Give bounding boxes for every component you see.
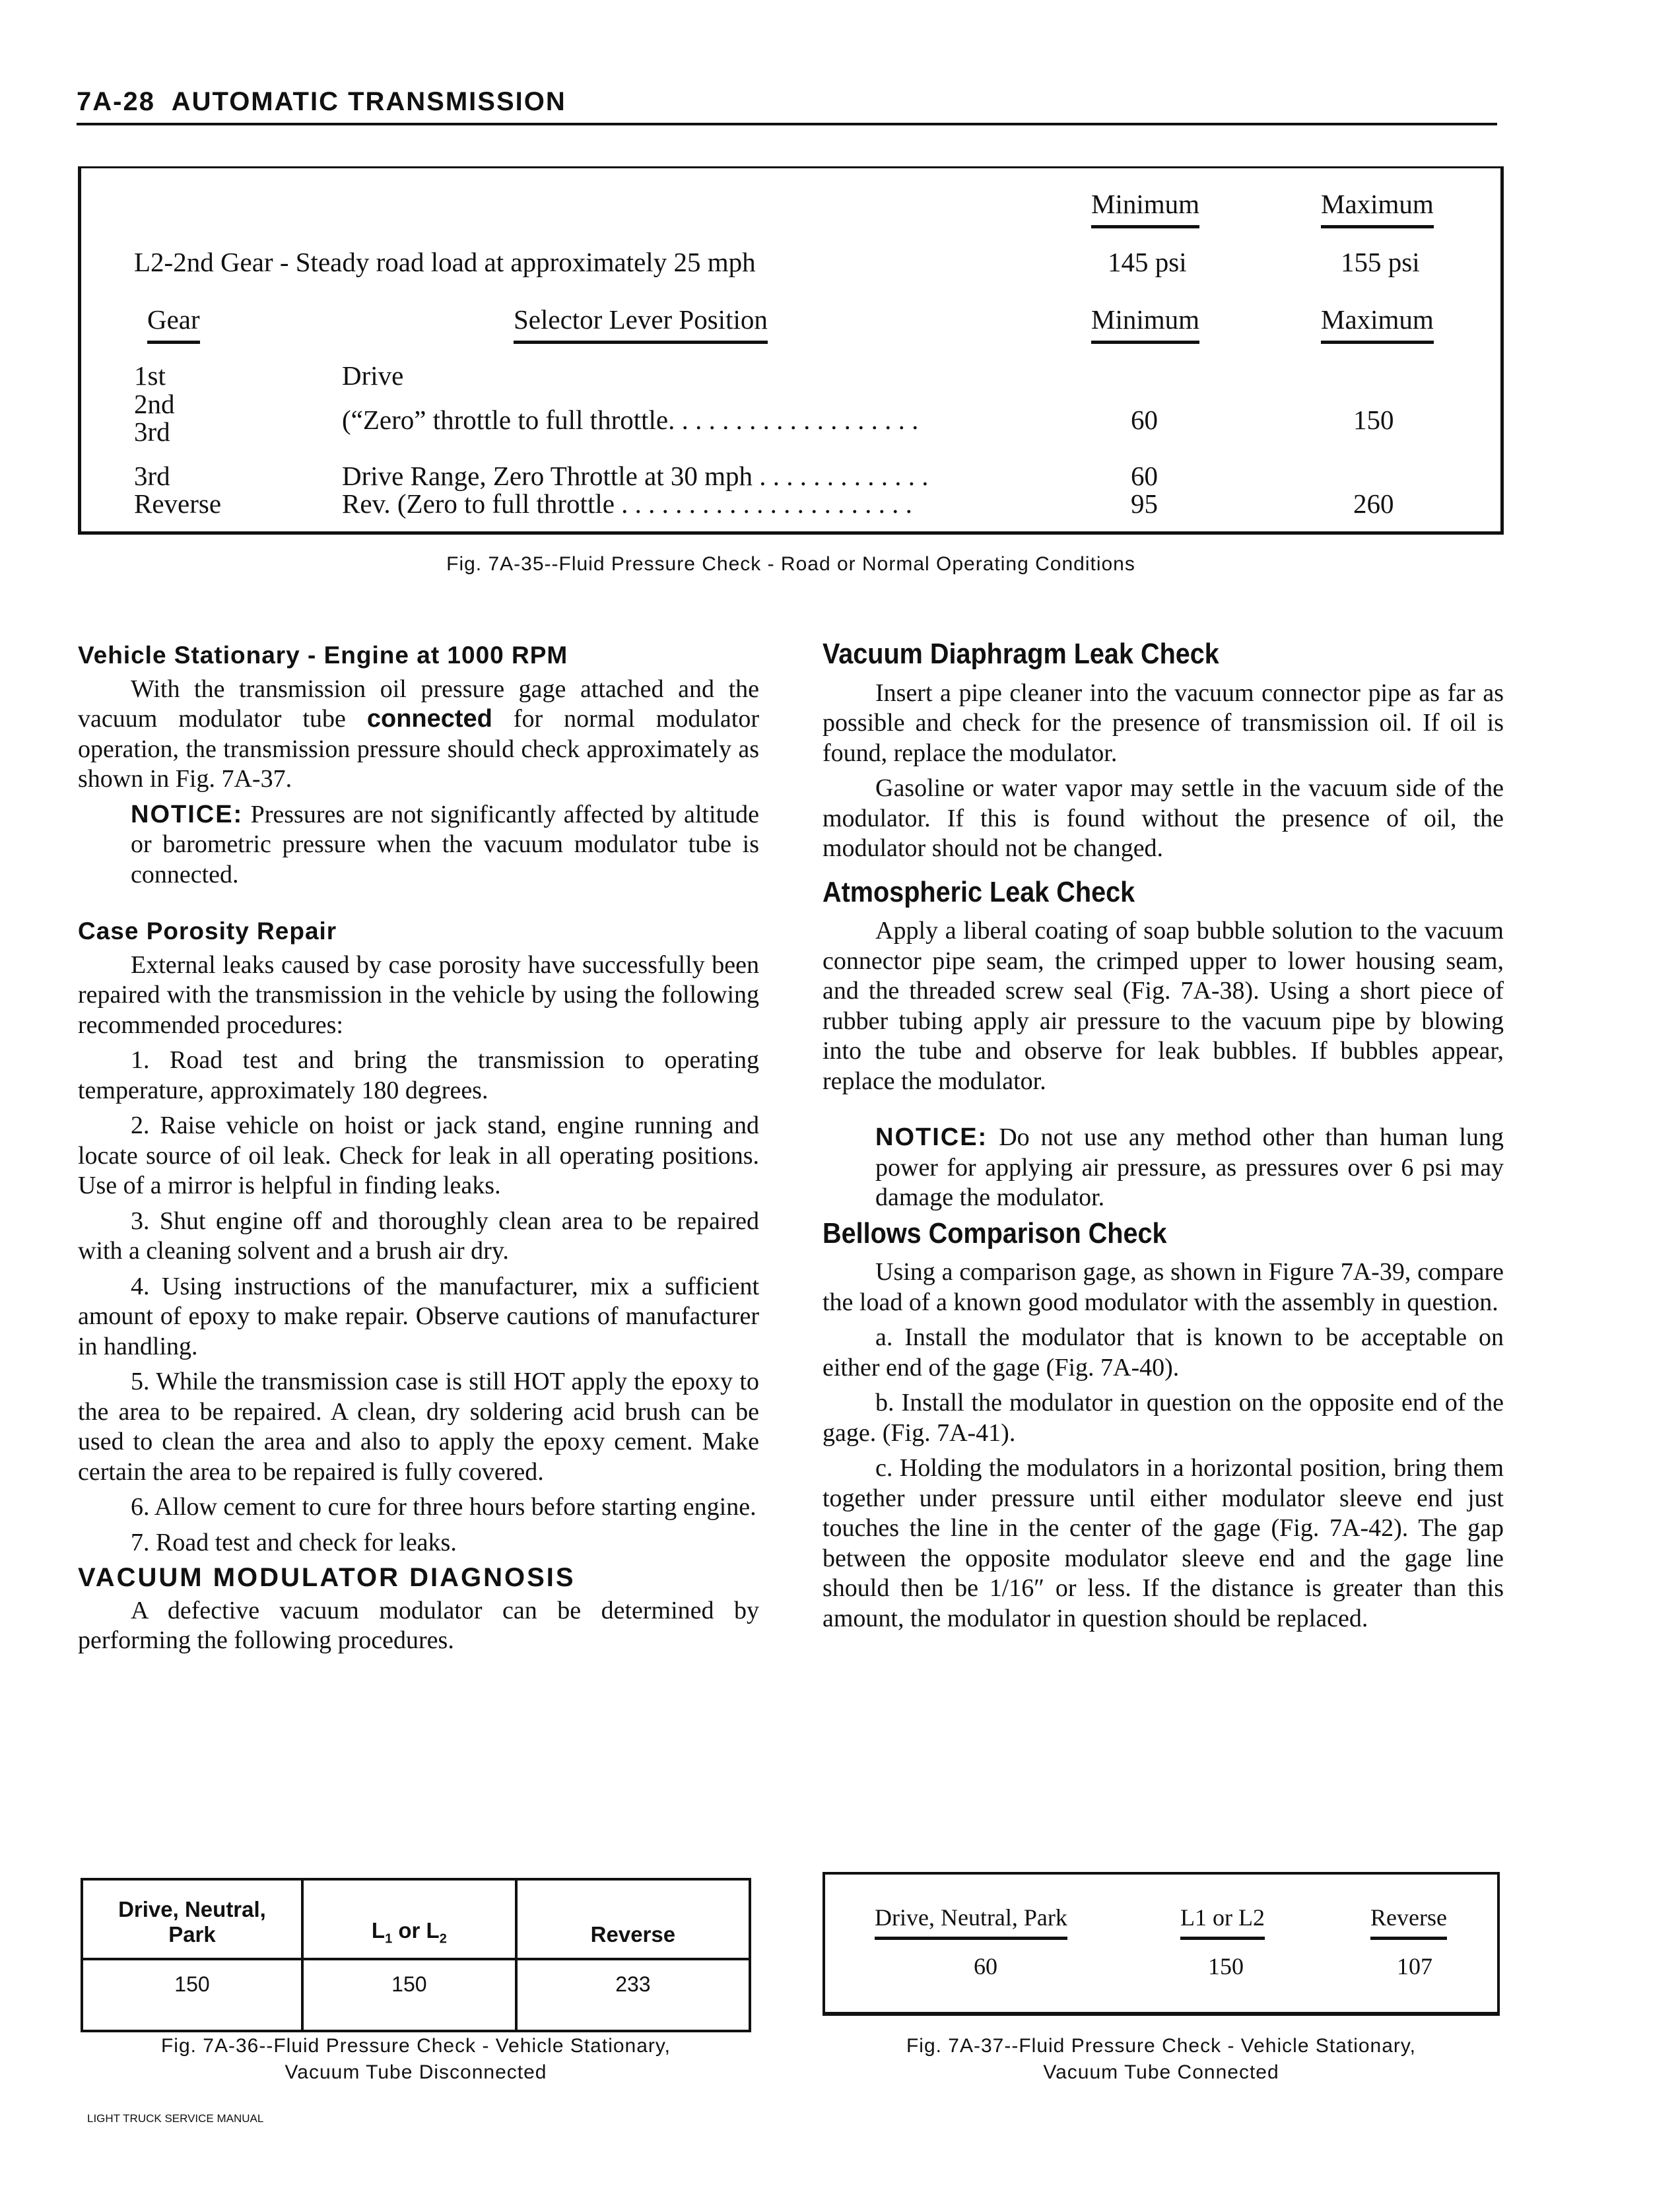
fig-7a-36-caption [78, 2033, 754, 2086]
heading-modulator-diagnosis: VACUUM MODULATOR DIAGNOSIS [78, 1563, 576, 1592]
step-item: 2. Raise vehicle on hoist or jack stand, engine running and locate source of oil leak. Check for leak in all operating positions. Use of a mirror is helpful in finding leaks. [78, 1112, 759, 1199]
header-l1-l2 [302, 1879, 516, 1959]
header-selector: Selector Lever Position [514, 304, 768, 344]
paragraph: Gasoline or water vapor may settle in the vacuum side of the modulator. If this is found without the presence of oil, the modulator should not be changed. [823, 774, 1504, 862]
text: L [371, 1918, 386, 1943]
page-header [77, 87, 566, 117]
position-cell: Rev. (Zero to full throttle . . . . . . . . . . . . . . . . . . . . . . [342, 488, 912, 519]
step-item: 4. Using instructions of the manufacturer, mix a sufficient amount of epoxy to make repair. Observe cautions of manufacturer in handling. [78, 1272, 759, 1360]
heading-case-porosity: Case Porosity Repair [78, 917, 337, 945]
emphasis: connected [366, 705, 492, 733]
gear-cell: Reverse [134, 488, 222, 519]
footer-manual-title: LIGHT TRUCK SERVICE MANUAL [87, 2112, 264, 2125]
right-column [823, 639, 1504, 1639]
notice [78, 800, 759, 890]
position-cell: Drive [342, 360, 404, 391]
paragraph: External leaks caused by case porosity have successfully been repaired with the transmission in the vehicle by using the following recommended procedures: [78, 950, 759, 1039]
step-item: 5. While the transmission case is still HOT apply the epoxy to the area to be repaired. A clean, dry soldering acid brush can be used to clean the area and also to apply the epoxy cement. Make certain the area to be repaired is fully covered. [78, 1368, 759, 1486]
notice-label: NOTICE: [875, 1123, 988, 1151]
fig-7a-37-table [823, 1872, 1500, 2016]
max-cell: 260 [1353, 488, 1394, 519]
col-maximum: Maximum [1321, 188, 1434, 228]
text: for normal modulator operation, the transmission pressure should check approximately as shown in Fig. 7A-37. [78, 705, 759, 793]
fig-7a-35-caption: Fig. 7A-35--Fluid Pressure Check - Road or Normal Operating Conditions [446, 553, 1135, 575]
paragraph [78, 675, 759, 795]
gear-cell: 3rd [134, 461, 170, 491]
l2-row-label: L2-2nd Gear - Steady road load at approximately 25 mph [134, 247, 756, 277]
notice [823, 1123, 1504, 1213]
fig-7a-35-table [78, 166, 1504, 535]
min-cell: 60 [1131, 461, 1158, 491]
min-cell: 60 [1131, 405, 1158, 435]
col-minimum: Minimum [1091, 188, 1199, 228]
paragraph: Apply a liberal coating of soap bubble solution to the vacuum connector pipe seam, the crimped upper to lower housing seam, and the threaded screw seal (Fig. 7A-38). Using a short piece of rubber tubing apply air pressure to the vacuum pipe by blowing into the tube and observe for leak bubbles. If bubbles appear, replace the modulator. [823, 917, 1504, 1095]
step-item: 3. Shut engine off and thoroughly clean area to be repaired with a cleaning solvent and a brush air dry. [78, 1207, 759, 1265]
heading-vehicle-stationary: Vehicle Stationary - Engine at 1000 RPM [78, 642, 568, 669]
paragraph: A defective vacuum modulator can be determined by performing the following procedures. [78, 1596, 759, 1654]
l2-min: 145 psi [1108, 247, 1187, 277]
position-cell: Drive Range, Zero Throttle at 30 mph . . . . . . . . . . . . . [342, 461, 929, 491]
step-item: 1. Road test and bring the transmission to operating temperature, approximately 180 degrees. [78, 1046, 759, 1104]
l2-max: 155 psi [1341, 247, 1420, 277]
paragraph: b. Install the modulator in question on the opposite end of the gage. (Fig. 7A-41). [823, 1389, 1504, 1447]
max-cell: 150 [1353, 405, 1394, 435]
gear-cell: 2nd [134, 389, 175, 419]
heading-bellows-comparison: Bellows Comparison Check [823, 1216, 1167, 1249]
gear-cell: 1st [134, 360, 166, 391]
min-cell: 95 [1131, 488, 1158, 519]
subscript: 2 [439, 1932, 447, 1947]
text: Fig. 7A-37--Fluid Pressure Check - Vehicle Stationary, [906, 2035, 1417, 2057]
notice-text: Pressures are not significantly affected by altitude or barometric pressure when the vacuum modulator tube is connected. [131, 800, 759, 888]
value-cell: 150 [302, 1959, 516, 2031]
step-item: 7. Road test and check for leaks. [131, 1528, 457, 1556]
text: Vacuum Tube Disconnected [285, 2061, 547, 2083]
text: Fig. 7A-36--Fluid Pressure Check - Vehicle Stationary, [160, 2035, 671, 2057]
chapter-title: AUTOMATIC TRANSMISSION [171, 87, 566, 116]
header-l1-l2: L1 or L2 [1180, 1904, 1265, 1940]
gear-cell: 3rd [134, 416, 170, 447]
subscript: 1 [385, 1932, 393, 1947]
fig-7a-37-caption [823, 2033, 1500, 2086]
notice-label: NOTICE: [131, 800, 244, 828]
value-cell: 150 [82, 1959, 302, 2031]
text: or L [392, 1918, 440, 1943]
text: Drive, Neutral, [118, 1897, 266, 1921]
fig-7a-36-table [81, 1878, 751, 2032]
position-cell: (“Zero” throttle to full throttle. . . . . . . . . . . . . . . . . . . [342, 405, 919, 435]
paragraph: Insert a pipe cleaner into the vacuum connector pipe as far as possible and check for the presence of transmission oil. If oil is found, replace the modulator. [823, 679, 1504, 767]
text: Park [168, 1922, 216, 1947]
header-gear: Gear [147, 304, 200, 344]
step-item: 6. Allow cement to cure for three hours before starting engine. [131, 1493, 756, 1521]
heading-diaphragm-leak: Vacuum Diaphragm Leak Check [823, 638, 1219, 670]
value-cell: 107 [1397, 1953, 1432, 1980]
paragraph: Using a comparison gage, as shown in Figure 7A-39, compare the load of a known good modulator with the assembly in question. [823, 1258, 1504, 1316]
text: Vacuum Tube Connected [1043, 2061, 1279, 2083]
notice-text: Do not use any method other than human lung power for applying air pressure, as pressures over 6 psi may damage the modulator. [875, 1123, 1504, 1211]
text: With the transmission oil pressure gage attached and the vacuum modulator tube [78, 675, 759, 733]
header-reverse: Reverse [516, 1879, 750, 1959]
paragraph: a. Install the modulator that is known to be acceptable on either end of the gage (Fig. 7A-40). [823, 1323, 1504, 1382]
value-cell: 150 [1208, 1953, 1244, 1980]
page-number: 7A-28 [77, 87, 155, 116]
value-cell: 60 [974, 1953, 997, 1980]
header-rule [77, 123, 1497, 125]
heading-atmospheric-leak: Atmospheric Leak Check [823, 875, 1135, 908]
left-column [78, 640, 759, 1661]
header-reverse: Reverse [1370, 1904, 1447, 1940]
header-min: Minimum [1091, 304, 1199, 344]
paragraph: c. Holding the modulators in a horizontal position, bring them together under pressure until either modulator sleeve end just touches the line in the center of the gage (Fig. 7A-42). The gap between the opposite modulator sleeve end and the gage line should then be 1/16″ or less. If the distance is greater than this amount, the modulator in question should be replaced. [823, 1454, 1504, 1632]
header-max: Maximum [1321, 304, 1434, 344]
header-drive-neutral-park: Drive, Neutral, Park [875, 1904, 1067, 1940]
header-drive-neutral-park [82, 1879, 302, 1959]
value-cell: 233 [516, 1959, 750, 2031]
